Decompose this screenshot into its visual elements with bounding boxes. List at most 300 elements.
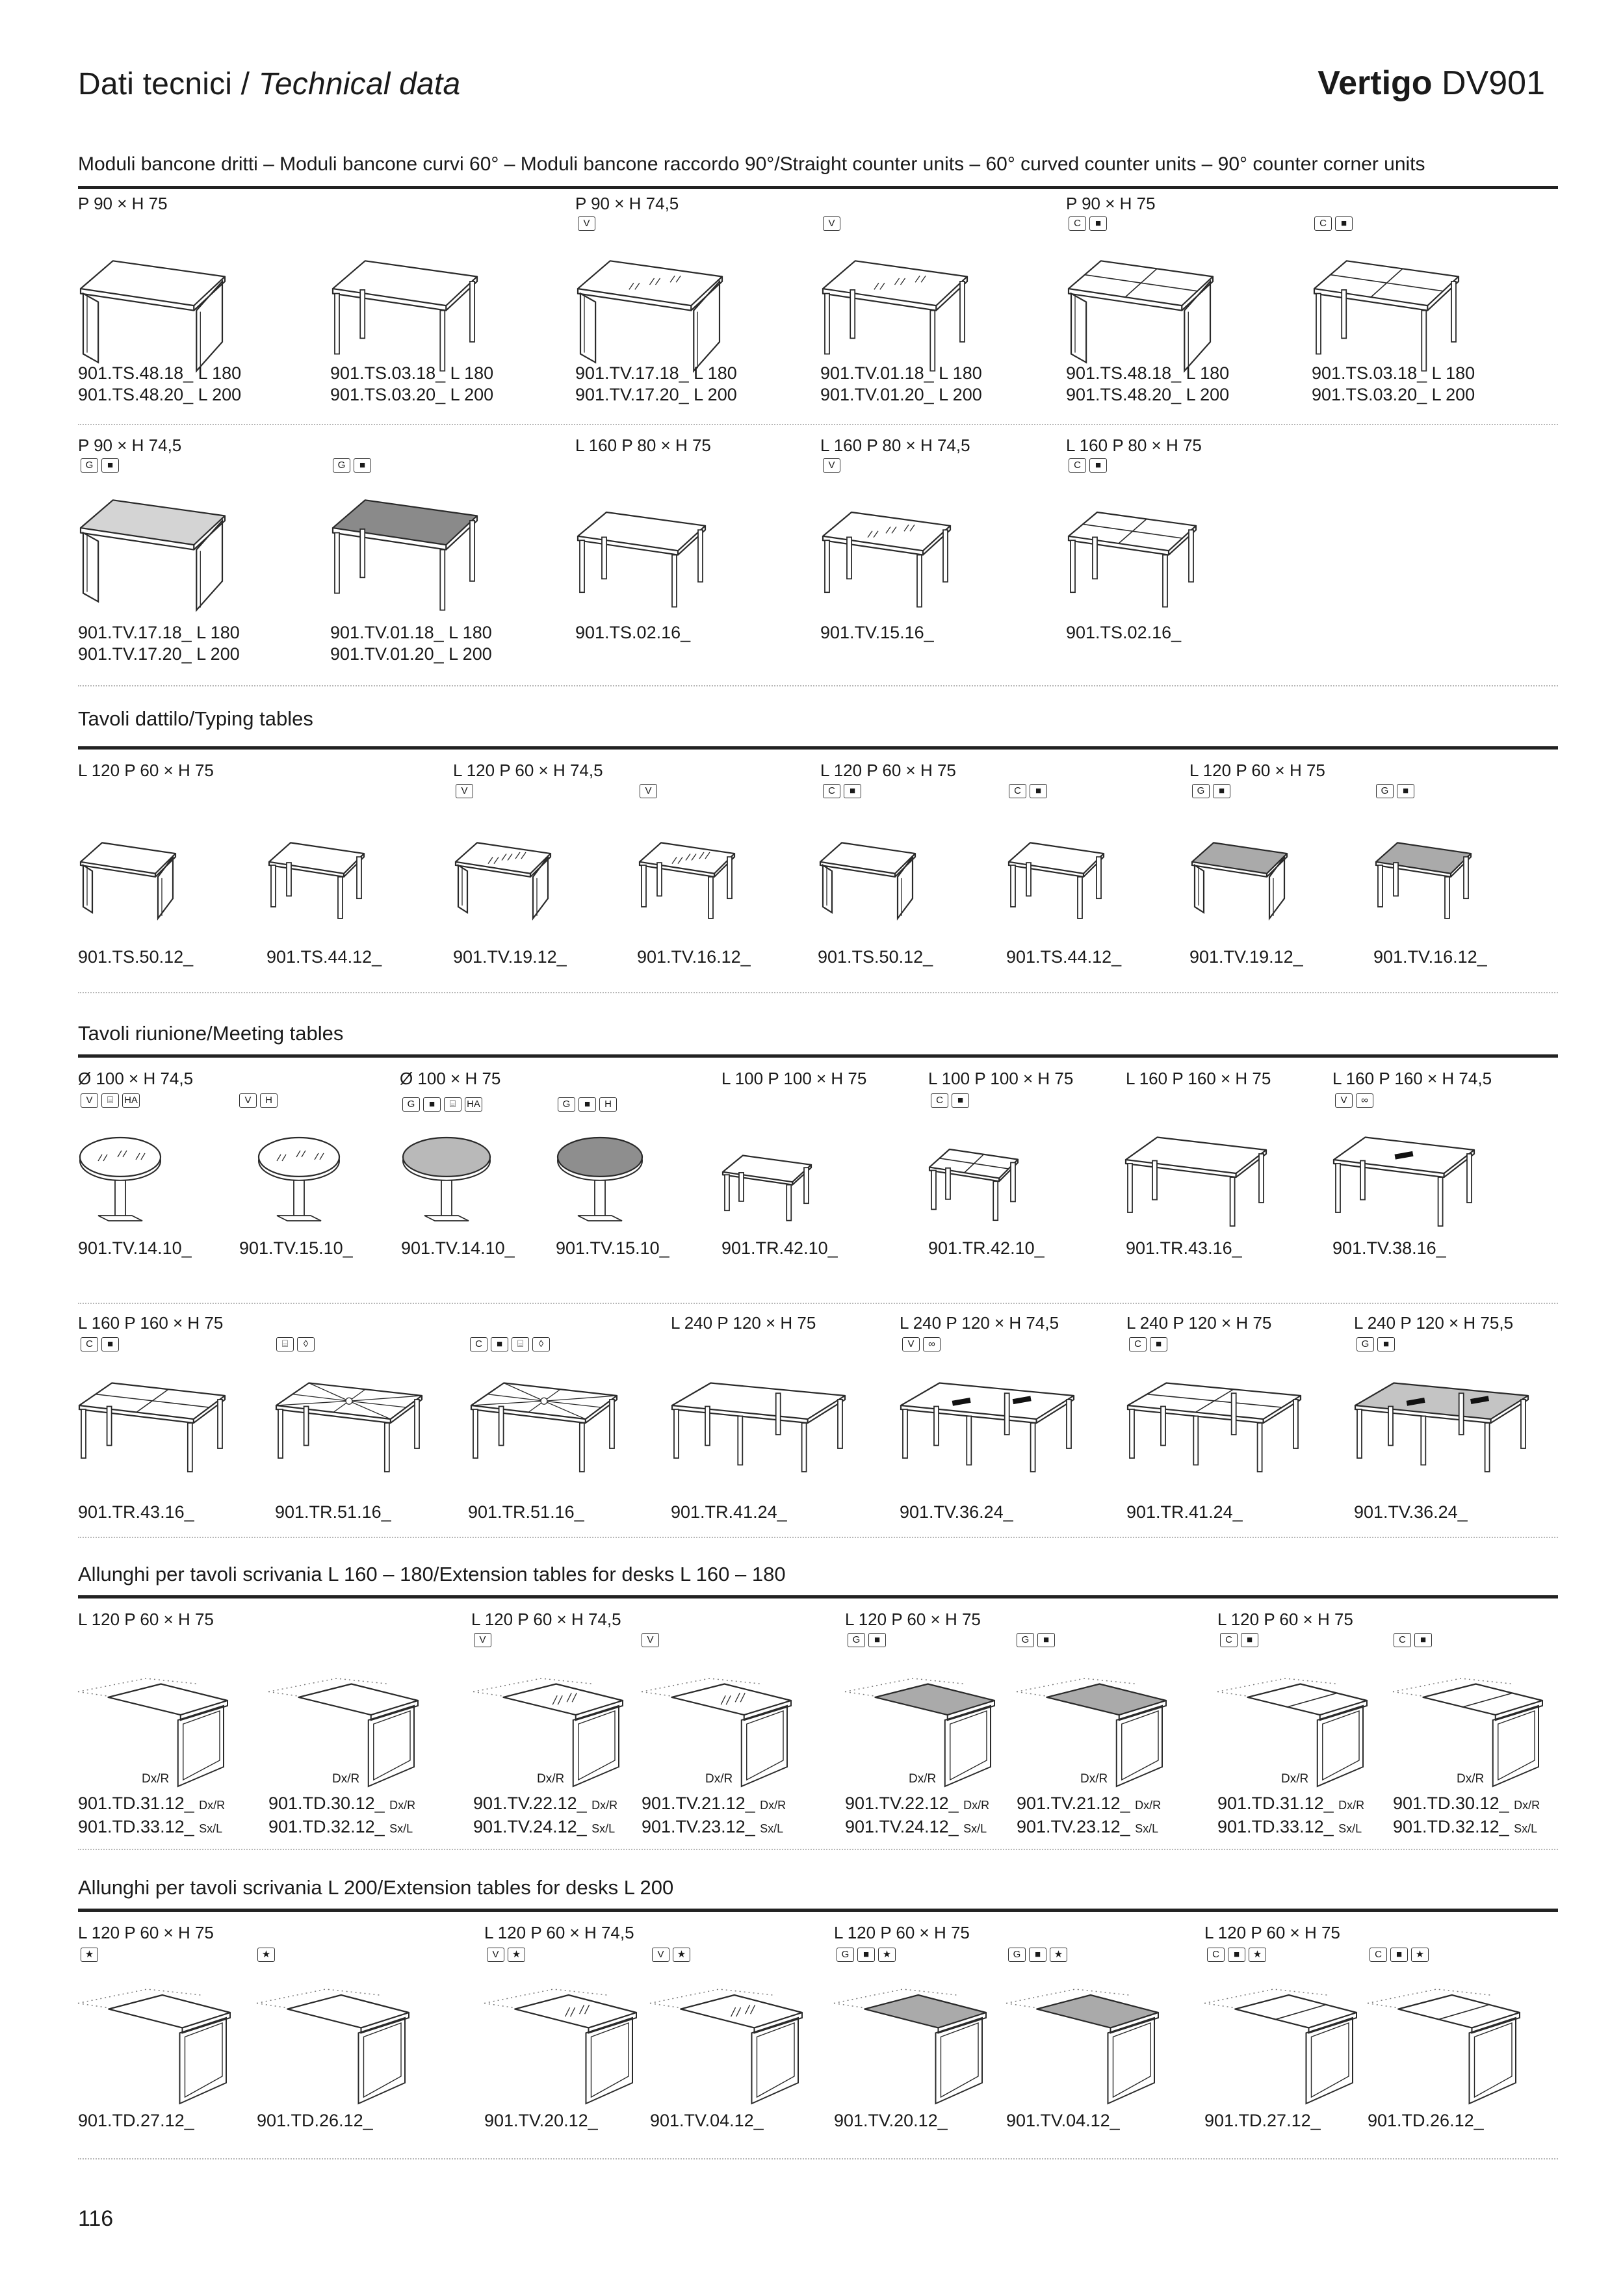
product-code: 901.TV.22.12_ xyxy=(473,1794,587,1813)
finish-tags xyxy=(1008,1948,1067,1962)
finish-tag-sq: ■ xyxy=(868,1633,886,1647)
product-code: 901.TS.48.18_ L 180 xyxy=(78,363,242,383)
dimension-label: Ø 100 × H 75 xyxy=(400,1069,501,1088)
finish-tag-c: C xyxy=(1207,1948,1225,1962)
finish-tag-c: C xyxy=(823,784,840,798)
round-table-drawing xyxy=(556,1135,644,1223)
side-label: Dx/R xyxy=(909,1772,937,1786)
finish-tags xyxy=(1192,784,1230,798)
product-code: 901.TV.21.12_ xyxy=(642,1794,755,1813)
meeting-table-drawing xyxy=(470,1378,618,1476)
product-code: 901.TV.19.12_ xyxy=(1189,947,1303,967)
finish-tags xyxy=(823,784,861,798)
finish-tag-g: G xyxy=(848,1633,865,1647)
product-code: 901.TS.03.20_ L 200 xyxy=(330,385,494,404)
round-table-drawing xyxy=(257,1135,341,1223)
product-code: 901.TR.43.16_ xyxy=(1126,1238,1242,1258)
finish-tags xyxy=(1357,1337,1395,1351)
finish-tag-c: C xyxy=(1220,1633,1238,1647)
typing-table-drawing xyxy=(819,839,916,922)
product-code-pair xyxy=(78,363,241,406)
finish-tag-g: G xyxy=(1357,1337,1374,1351)
finish-tag-dia: ◊ xyxy=(297,1337,315,1351)
finish-tag-star: ★ xyxy=(81,1948,98,1962)
finish-tag-sq: ■ xyxy=(1397,784,1414,798)
product-code: 901.TR.43.16_ xyxy=(78,1502,194,1522)
finish-tag-g: G xyxy=(333,458,350,473)
finish-tag-ha: HA xyxy=(465,1097,482,1112)
product-code: 901.TS.03.20_ L 200 xyxy=(1312,385,1475,404)
row-divider xyxy=(78,1303,1558,1304)
side-label: Sx/L xyxy=(389,1822,413,1835)
section-title-extension-160-180: Allunghi per tavoli scrivania L 160 – 180/Extension tables for desks L 160 – 180 xyxy=(78,1563,786,1585)
typing-table-drawing xyxy=(1007,839,1105,922)
product-code: 901.TS.50.12_ xyxy=(78,947,194,967)
finish-tag-sq: ■ xyxy=(1030,784,1047,798)
product-code: 901.TR.41.24_ xyxy=(1126,1502,1243,1522)
product-code-pair xyxy=(642,1793,786,1840)
section-title-meeting-tables: Tavoli riunione/Meeting tables xyxy=(78,1022,344,1045)
side-label: Dx/R xyxy=(591,1799,618,1812)
finish-tags xyxy=(239,1093,278,1108)
finish-tags xyxy=(1314,216,1353,231)
section-rule xyxy=(78,1909,1558,1912)
finish-tags xyxy=(257,1948,275,1962)
section-rule xyxy=(78,1054,1558,1058)
meeting-table-drawing xyxy=(721,1152,812,1223)
product-code: 901.TD.30.12_ xyxy=(268,1794,385,1813)
product-code: 901.TD.31.12_ xyxy=(1217,1794,1334,1813)
counter-unit-drawing xyxy=(577,507,707,611)
finish-tag-v: V xyxy=(652,1948,669,1962)
extension-table-drawing xyxy=(1368,1989,1521,2106)
finish-tag-sq: ■ xyxy=(1213,784,1230,798)
extension-table-drawing xyxy=(484,1989,638,2106)
finish-tag-g: G xyxy=(558,1097,575,1112)
finish-tag-g: G xyxy=(402,1097,420,1112)
side-label: Dx/R xyxy=(1514,1799,1540,1812)
product-code: 901.TD.26.12_ xyxy=(257,2111,373,2130)
finish-tag-c: C xyxy=(1009,784,1026,798)
finish-tag-g: G xyxy=(1192,784,1210,798)
finish-tag-v: V xyxy=(1335,1093,1353,1108)
dimension-label: L 240 P 120 × H 74,5 xyxy=(900,1313,1059,1333)
row-divider xyxy=(78,424,1558,425)
row-divider xyxy=(78,685,1558,686)
product-code: 901.TV.15.16_ xyxy=(820,623,934,642)
product-code: 901.TS.50.12_ xyxy=(818,947,933,967)
finish-tag-c: C xyxy=(1370,1948,1387,1962)
finish-tags xyxy=(652,1948,690,1962)
dimension-label: L 120 P 60 × H 75 xyxy=(78,761,214,780)
finish-tag-v: V xyxy=(239,1093,257,1108)
product-code: 901.TD.27.12_ xyxy=(1204,2111,1321,2130)
finish-tags xyxy=(470,1337,550,1351)
dimension-label: L 100 P 100 × H 75 xyxy=(721,1069,867,1088)
finish-tag-star: ★ xyxy=(878,1948,896,1962)
product-code: 901.TV.23.12_ xyxy=(642,1817,755,1836)
side-label: Dx/R xyxy=(1338,1799,1365,1812)
product-code: 901.TR.42.10_ xyxy=(928,1238,1045,1258)
extension-table-drawing xyxy=(257,1989,410,2106)
meeting-table-drawing xyxy=(928,1145,1019,1223)
side-label: Dx/R xyxy=(1281,1772,1309,1786)
brand-name: Vertigo xyxy=(1318,64,1433,102)
finish-tag-inf: ∞ xyxy=(1356,1093,1373,1108)
product-code: 901.TR.41.24_ xyxy=(671,1502,787,1522)
product-code: 901.TV.01.20_ L 200 xyxy=(820,385,982,404)
finish-tags xyxy=(333,458,371,473)
product-code: 901.TV.17.20_ L 200 xyxy=(78,644,240,664)
product-code: 901.TV.16.12_ xyxy=(1373,947,1487,967)
typing-table-drawing xyxy=(1375,839,1472,922)
finish-tag-sq: ■ xyxy=(1089,458,1107,473)
side-label: Dx/R xyxy=(537,1772,565,1786)
finish-tag-sq: ■ xyxy=(1390,1948,1408,1962)
finish-tags xyxy=(1335,1093,1373,1108)
meeting-table-drawing xyxy=(900,1378,1075,1476)
meeting-table-drawing xyxy=(1126,1378,1302,1476)
counter-unit-drawing xyxy=(822,507,952,611)
dimension-label: L 240 P 120 × H 75 xyxy=(671,1313,816,1333)
finish-tags xyxy=(1394,1633,1432,1647)
finish-tag-h: H xyxy=(260,1093,278,1108)
product-code: 901.TV.14.10_ xyxy=(401,1238,515,1258)
dimension-label: L 120 P 60 × H 75 xyxy=(845,1610,981,1629)
finish-tags xyxy=(81,1093,140,1108)
dimension-label: Ø 100 × H 74,5 xyxy=(78,1069,194,1088)
model-code: DV901 xyxy=(1442,64,1545,102)
finish-tag-sq: ■ xyxy=(1029,1948,1046,1962)
meeting-table-drawing xyxy=(78,1378,226,1476)
typing-table-drawing xyxy=(79,839,177,922)
row-divider xyxy=(78,992,1558,993)
finish-tag-sq: ■ xyxy=(1037,1633,1055,1647)
finish-tag-star: ★ xyxy=(673,1948,690,1962)
section-rule xyxy=(78,746,1558,750)
dimension-label: L 120 P 60 × H 75 xyxy=(1204,1923,1340,1942)
round-table-drawing xyxy=(401,1135,492,1223)
finish-tag-g: G xyxy=(1017,1633,1034,1647)
row-divider xyxy=(78,2158,1558,2159)
side-label: Dx/R xyxy=(760,1799,786,1812)
product-code: 901.TS.03.18_ L 180 xyxy=(1312,363,1475,383)
product-code: 901.TS.44.12_ xyxy=(1006,947,1122,967)
product-code: 901.TV.36.24_ xyxy=(900,1502,1013,1522)
round-table-drawing xyxy=(78,1135,162,1223)
product-code: 901.TV.38.16_ xyxy=(1332,1238,1446,1258)
side-label: Dx/R xyxy=(199,1799,226,1812)
product-code: 901.TD.26.12_ xyxy=(1368,2111,1484,2130)
finish-tag-sq: ■ xyxy=(1377,1337,1395,1351)
side-label: Sx/L xyxy=(760,1822,784,1835)
finish-tag-c: C xyxy=(1394,1633,1411,1647)
product-code: 901.TD.30.12_ xyxy=(1393,1794,1509,1813)
finish-tag-sq: ■ xyxy=(1335,216,1353,231)
product-code-pair xyxy=(1393,1793,1540,1840)
finish-tags xyxy=(402,1097,482,1112)
side-label: Dx/R xyxy=(142,1772,170,1786)
meeting-table-drawing xyxy=(1354,1378,1529,1476)
finish-tag-v: V xyxy=(474,1633,491,1647)
finish-tag-c: C xyxy=(931,1093,948,1108)
finish-tag-v: V xyxy=(823,458,840,473)
dimension-label: P 90 × H 74,5 xyxy=(78,436,182,455)
product-code: 901.TV.04.12_ xyxy=(1006,2111,1120,2130)
finish-tag-v: V xyxy=(642,1633,659,1647)
meeting-table-drawing xyxy=(275,1378,423,1476)
counter-unit-drawing xyxy=(331,494,478,615)
product-code: 901.TV.23.12_ xyxy=(1017,1817,1130,1836)
product-code: 901.TS.03.18_ L 180 xyxy=(330,363,494,383)
section-rule xyxy=(78,1595,1558,1598)
counter-unit-drawing xyxy=(1313,255,1460,376)
finish-tags xyxy=(1069,458,1107,473)
finish-tags xyxy=(837,1948,896,1962)
dimension-label: L 120 P 60 × H 75 xyxy=(78,1610,214,1629)
dimension-label: L 100 P 100 × H 75 xyxy=(928,1069,1074,1088)
finish-tags xyxy=(902,1337,941,1351)
product-code: 901.TV.14.10_ xyxy=(78,1238,192,1258)
product-code: 901.TV.17.20_ L 200 xyxy=(575,385,737,404)
product-code: 901.TV.17.18_ L 180 xyxy=(78,623,240,642)
side-label: Sx/L xyxy=(1135,1822,1159,1835)
finish-tag-v: V xyxy=(578,216,595,231)
dimension-label: L 160 P 160 × H 75 xyxy=(78,1313,224,1333)
product-code: 901.TV.01.20_ L 200 xyxy=(330,644,492,664)
finish-tags xyxy=(276,1337,315,1351)
side-label: Sx/L xyxy=(963,1822,987,1835)
dimension-label: L 120 P 60 × H 75 xyxy=(820,761,956,780)
finish-tags xyxy=(578,216,595,231)
finish-tag-sq: ■ xyxy=(1414,1633,1432,1647)
finish-tag-dia: ◊ xyxy=(532,1337,550,1351)
product-code: 901.TV.19.12_ xyxy=(453,947,567,967)
finish-tag-sq: ■ xyxy=(578,1097,596,1112)
finish-tag-ha: HA xyxy=(122,1093,140,1108)
side-label: Dx/R xyxy=(1135,1799,1162,1812)
counter-unit-drawing xyxy=(1067,507,1197,611)
counter-unit-drawing xyxy=(822,255,968,376)
finish-tag-c: C xyxy=(1069,216,1086,231)
title-english: Technical data xyxy=(258,67,461,101)
side-label: Dx/R xyxy=(389,1799,416,1812)
dimension-label: L 160 P 80 × H 74,5 xyxy=(820,436,970,455)
side-label: Sx/L xyxy=(1338,1822,1362,1835)
finish-tag-v: V xyxy=(456,784,473,798)
finish-tags xyxy=(1207,1948,1266,1962)
product-code: 901.TV.20.12_ xyxy=(834,2111,948,2130)
product-code: 901.TV.21.12_ xyxy=(1017,1794,1130,1813)
finish-tag-sq: ■ xyxy=(1241,1633,1258,1647)
product-code-pair xyxy=(78,622,240,665)
product-code: 901.TD.32.12_ xyxy=(268,1817,385,1836)
dimension-label: L 120 P 60 × H 74,5 xyxy=(453,761,603,780)
side-label: Dx/R xyxy=(1080,1772,1108,1786)
side-label: Sx/L xyxy=(1514,1822,1538,1835)
finish-tag-sq: ■ xyxy=(844,784,861,798)
dimension-label: L 160 P 160 × H 74,5 xyxy=(1332,1069,1492,1088)
dimension-label: L 160 P 80 × H 75 xyxy=(575,436,711,455)
finish-tag-g: G xyxy=(837,1948,854,1962)
dimension-label: L 120 P 60 × H 74,5 xyxy=(484,1923,634,1942)
finish-tag-sq: ■ xyxy=(101,458,119,473)
finish-tag-sq: ■ xyxy=(423,1097,441,1112)
extension-table-drawing xyxy=(834,1989,987,2106)
extension-table-drawing xyxy=(1204,1989,1358,2106)
product-code: 901.TV.22.12_ xyxy=(845,1794,959,1813)
product-code: 901.TS.02.16_ xyxy=(575,623,691,642)
product-code: 901.TR.51.16_ xyxy=(275,1502,391,1522)
finish-tags xyxy=(1009,784,1047,798)
product-code: 901.TV.24.12_ xyxy=(845,1817,959,1836)
page-title xyxy=(78,66,460,102)
dimension-label: L 120 P 60 × H 75 xyxy=(78,1923,214,1942)
product-code: 901.TD.27.12_ xyxy=(78,2111,194,2130)
finish-tag-star: ★ xyxy=(257,1948,275,1962)
extension-table-drawing xyxy=(650,1989,803,2106)
finish-tag-g: G xyxy=(1376,784,1394,798)
side-label: Dx/R xyxy=(963,1799,990,1812)
product-code: 901.TS.02.16_ xyxy=(1066,623,1182,642)
dimension-label: L 120 P 60 × H 75 xyxy=(834,1923,970,1942)
product-code: 901.TV.20.12_ xyxy=(484,2111,598,2130)
counter-unit-drawing xyxy=(1067,255,1214,376)
finish-tags xyxy=(1376,784,1414,798)
finish-tag-sq: ■ xyxy=(952,1093,969,1108)
product-code: 901.TS.44.12_ xyxy=(266,947,382,967)
product-code: 901.TV.01.18_ L 180 xyxy=(330,623,492,642)
finish-tag-glass: ⌸ xyxy=(101,1093,119,1108)
dimension-label: L 160 P 80 × H 75 xyxy=(1066,436,1202,455)
finish-tag-c: C xyxy=(470,1337,487,1351)
side-label: Dx/R xyxy=(705,1772,733,1786)
dimension-label: L 120 P 60 × H 75 xyxy=(1189,761,1325,780)
finish-tag-v: V xyxy=(823,216,840,231)
finish-tag-sq: ■ xyxy=(1228,1948,1245,1962)
finish-tag-c: C xyxy=(1069,458,1086,473)
finish-tag-v: V xyxy=(902,1337,920,1351)
finish-tag-c: C xyxy=(1129,1337,1147,1351)
finish-tag-sq: ■ xyxy=(101,1337,119,1351)
dimension-label: L 240 P 120 × H 75 xyxy=(1126,1313,1272,1333)
finish-tag-sq: ■ xyxy=(857,1948,875,1962)
finish-tag-c: C xyxy=(1314,216,1332,231)
finish-tags xyxy=(931,1093,969,1108)
finish-tag-g: G xyxy=(1008,1948,1026,1962)
product-code-pair xyxy=(330,363,493,406)
product-code: 901.TV.16.12_ xyxy=(637,947,751,967)
dimension-label: L 120 P 60 × H 74,5 xyxy=(471,1610,621,1629)
finish-tags xyxy=(1017,1633,1055,1647)
finish-tag-glass: ⌸ xyxy=(276,1337,294,1351)
product-code-pair xyxy=(1017,1793,1161,1840)
typing-table-drawing xyxy=(638,839,736,922)
typing-table-drawing xyxy=(1191,839,1288,922)
product-code-pair xyxy=(1066,363,1229,406)
counter-unit-drawing xyxy=(331,255,478,376)
finish-tags xyxy=(1069,216,1107,231)
finish-tag-star: ★ xyxy=(1050,1948,1067,1962)
product-code: 901.TS.48.18_ L 180 xyxy=(1066,363,1230,383)
side-label: Sx/L xyxy=(591,1822,616,1835)
counter-unit-drawing xyxy=(79,494,226,615)
product-code-pair xyxy=(473,1793,617,1840)
meeting-table-drawing xyxy=(1124,1132,1267,1230)
product-code: 901.TD.32.12_ xyxy=(1393,1817,1509,1836)
dimension-label: L 120 P 60 × H 75 xyxy=(1217,1610,1353,1629)
extension-table-drawing xyxy=(78,1989,231,2106)
side-label: Sx/L xyxy=(199,1822,223,1835)
extension-table-drawing xyxy=(1006,1989,1160,2106)
product-code: 901.TV.01.18_ L 180 xyxy=(820,363,982,383)
product-code: 901.TV.15.10_ xyxy=(556,1238,669,1258)
dimension-label: P 90 × H 75 xyxy=(1066,194,1156,213)
dimension-label: L 160 P 160 × H 75 xyxy=(1126,1069,1271,1088)
finish-tag-star: ★ xyxy=(1249,1948,1266,1962)
section-title-counter-units: Moduli bancone dritti – Moduli bancone curvi 60° – Moduli bancone raccordo 90°/Straight counter units – 60° curved counter units – 90° counter corner units xyxy=(78,153,1425,175)
product-code: 901.TV.15.10_ xyxy=(239,1238,353,1258)
finish-tags xyxy=(1220,1633,1258,1647)
product-code: 901.TR.42.10_ xyxy=(721,1238,838,1258)
finish-tag-sq: ■ xyxy=(354,458,371,473)
product-code: 901.TS.48.20_ L 200 xyxy=(78,385,242,404)
product-code-pair xyxy=(268,1793,415,1840)
section-rule xyxy=(78,186,1558,189)
row-divider xyxy=(78,1849,1558,1850)
finish-tag-v: V xyxy=(81,1093,98,1108)
product-code-pair xyxy=(575,363,737,406)
finish-tags xyxy=(81,458,119,473)
product-code: 901.TD.33.12_ xyxy=(78,1817,194,1836)
dimension-label: P 90 × H 74,5 xyxy=(575,194,679,213)
meeting-table-drawing xyxy=(671,1378,846,1476)
product-code-pair xyxy=(78,1793,225,1840)
finish-tags xyxy=(456,784,473,798)
finish-tag-inf: ∞ xyxy=(923,1337,941,1351)
counter-unit-drawing xyxy=(577,255,723,376)
finish-tags xyxy=(474,1633,491,1647)
product-code: 901.TR.51.16_ xyxy=(468,1502,584,1522)
page-number: 116 xyxy=(78,2206,114,2231)
finish-tags xyxy=(823,458,840,473)
product-code: 901.TV.17.18_ L 180 xyxy=(575,363,737,383)
finish-tag-sq: ■ xyxy=(1150,1337,1167,1351)
product-code: 901.TV.24.12_ xyxy=(473,1817,587,1836)
row-divider xyxy=(78,1537,1558,1538)
section-title-typing-tables: Tavoli dattilo/Typing tables xyxy=(78,707,313,730)
finish-tag-h: H xyxy=(599,1097,617,1112)
product-code-pair xyxy=(820,363,982,406)
product-code: 901.TD.33.12_ xyxy=(1217,1817,1334,1836)
finish-tag-star: ★ xyxy=(508,1948,525,1962)
finish-tags xyxy=(823,216,840,231)
finish-tag-c: C xyxy=(81,1337,98,1351)
product-code: 901.TS.48.20_ L 200 xyxy=(1066,385,1230,404)
finish-tag-star: ★ xyxy=(1411,1948,1429,1962)
finish-tags xyxy=(81,1948,98,1962)
product-code-pair xyxy=(845,1793,989,1840)
typing-table-drawing xyxy=(454,839,552,922)
finish-tags xyxy=(642,1633,659,1647)
finish-tag-v: V xyxy=(487,1948,504,1962)
product-code: 901.TV.04.12_ xyxy=(650,2111,764,2130)
product-name xyxy=(1318,64,1545,103)
product-code-pair xyxy=(1217,1793,1364,1840)
finish-tag-glass: ⌸ xyxy=(512,1337,529,1351)
section-title-extension-200: Allunghi per tavoli scrivania L 200/Extension tables for desks L 200 xyxy=(78,1876,674,1899)
product-code-pair xyxy=(1312,363,1475,406)
